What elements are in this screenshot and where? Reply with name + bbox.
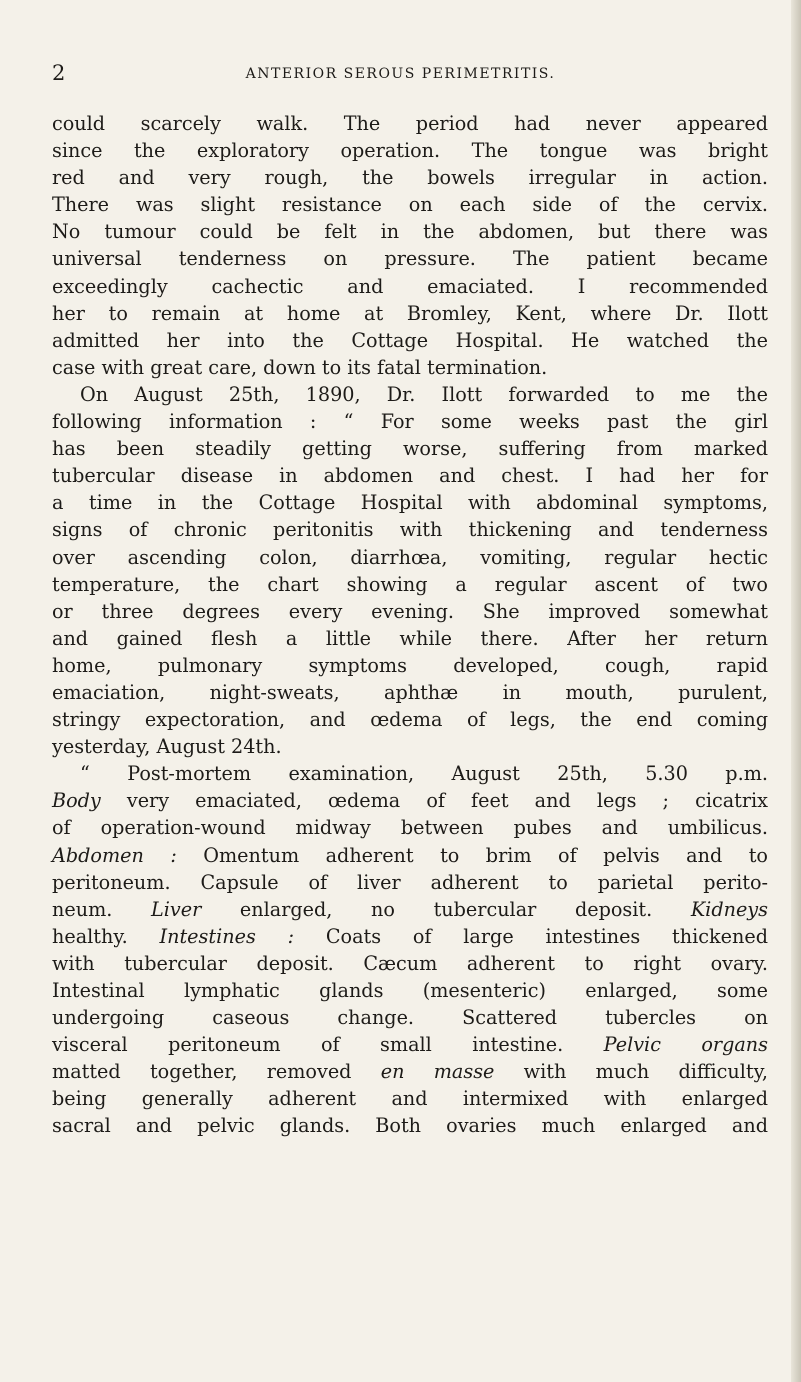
text-line	[52, 814, 768, 841]
text-line	[52, 137, 768, 164]
text-line	[52, 896, 768, 923]
text-segment: admitted her into the Cottage Hospital. He watched the	[52, 328, 768, 352]
text-segment: Omentum adherent to brim of pelvis and to	[176, 843, 768, 867]
text-line	[52, 1004, 768, 1031]
text-segment: temperature, the chart showing a regular ascent of two	[52, 572, 768, 596]
text-line	[52, 652, 768, 679]
text-segment: her to remain at home at Bromley, Kent, where Dr. Ilott	[52, 301, 768, 325]
text-segment: being generally adherent and intermixed with enlarged	[52, 1087, 768, 1111]
running-head: ANTERIOR SEROUS PERIMETRITIS.	[245, 66, 556, 82]
text-line	[52, 923, 768, 950]
italic-heading: Kidneys	[690, 897, 768, 921]
page-header	[0, 58, 801, 88]
text-line	[52, 760, 768, 787]
text-line	[52, 300, 768, 327]
body-text	[52, 110, 768, 1140]
text-line	[52, 544, 768, 571]
text-segment: On August 25th, 1890, Dr. Ilott forwarded to me the	[80, 382, 768, 406]
text-line	[52, 245, 768, 272]
text-line	[52, 842, 768, 869]
text-line	[52, 516, 768, 543]
text-segment: emaciation, night-sweats, aphthæ in mouth, purulent,	[52, 680, 768, 704]
italic-heading: Liver	[151, 897, 202, 921]
text-line	[52, 1058, 768, 1085]
text-line	[52, 869, 768, 896]
text-segment: or three degrees every evening. She improved somewhat	[52, 599, 768, 623]
text-segment: with tubercular deposit. Cæcum adherent to right ovary.	[52, 951, 768, 975]
text-segment: with much difficulty,	[494, 1060, 769, 1084]
text-segment: visceral peritoneum of small intestine.	[52, 1033, 604, 1057]
text-segment: over ascending colon, diarrhœa, vomiting, regular hectic	[52, 545, 768, 569]
text-segment: sacral and pelvic glands. Both ovaries much enlarged and	[52, 1114, 768, 1138]
text-line	[52, 679, 768, 706]
text-line	[52, 1031, 768, 1058]
text-line	[52, 1085, 768, 1112]
italic-heading: Pelvic organs	[603, 1033, 768, 1057]
text-segment: since the exploratory operation. The tongue was bright	[52, 139, 768, 163]
text-segment: tubercular disease in abdomen and chest. I had her for	[52, 464, 768, 488]
text-line	[52, 110, 768, 137]
text-line	[52, 273, 768, 300]
text-segment: matted together, removed	[52, 1060, 381, 1084]
text-segment: healthy.	[52, 924, 160, 948]
text-segment: following information : “ For some weeks past the girl	[52, 410, 768, 434]
text-segment: Coats of large intestines thickened	[294, 924, 768, 948]
text-segment: very emaciated, œdema of feet and legs ; cicatrix	[100, 789, 768, 813]
text-segment: exceedingly cachectic and emaciated. I recommended	[52, 274, 768, 298]
text-line	[52, 571, 768, 598]
text-line	[52, 1112, 768, 1139]
text-segment: and gained flesh a little while there. After her return	[52, 626, 768, 650]
text-line	[52, 462, 768, 489]
text-line	[52, 435, 768, 462]
text-line	[52, 381, 768, 408]
text-line	[52, 625, 768, 652]
page-number: 2	[52, 61, 66, 85]
text-segment: “ Post-mortem examination, August 25th, 5.30 p.m.	[80, 762, 768, 786]
text-line	[52, 706, 768, 733]
text-line	[52, 408, 768, 435]
text-segment: undergoing caseous change. Scattered tubercles on	[52, 1006, 768, 1030]
text-segment: yesterday, August 24th.	[52, 735, 282, 759]
italic-heading: Intestines :	[159, 924, 295, 948]
text-segment: signs of chronic peritonitis with thickening and tenderness	[52, 518, 768, 542]
text-segment: No tumour could be felt in the abdomen, but there was	[52, 220, 768, 244]
text-segment: stringy expectoration, and œdema of legs, the end coming	[52, 708, 768, 732]
text-line	[52, 218, 768, 245]
text-segment: neum.	[52, 897, 152, 921]
text-segment: case with great care, down to its fatal termination.	[52, 355, 548, 379]
italic-heading: Abdomen :	[52, 843, 177, 867]
text-line	[52, 950, 768, 977]
italic-heading: Body	[52, 789, 101, 813]
text-line	[52, 327, 768, 354]
text-segment: home, pulmonary symptoms developed, cough, rapid	[52, 653, 768, 677]
page-edge	[791, 0, 801, 1382]
text-line	[52, 977, 768, 1004]
text-line	[52, 733, 768, 760]
text-line	[52, 787, 768, 814]
text-line	[52, 598, 768, 625]
text-line	[52, 191, 768, 218]
text-segment: a time in the Cottage Hospital with abdominal symptoms,	[52, 491, 768, 515]
text-segment: red and very rough, the bowels irregular in action.	[52, 166, 768, 190]
text-segment: There was slight resistance on each side of the cervix.	[52, 193, 768, 217]
text-segment: of operation-wound midway between pubes and umbilicus.	[52, 816, 768, 840]
text-line	[52, 489, 768, 516]
text-line	[52, 164, 768, 191]
text-segment: universal tenderness on pressure. The patient became	[52, 247, 768, 271]
text-segment: Intestinal lymphatic glands (mesenteric) enlarged, some	[52, 979, 768, 1002]
text-segment: peritoneum. Capsule of liver adherent to parietal perito-	[52, 870, 768, 894]
text-line	[52, 354, 768, 381]
italic-heading: en masse	[380, 1060, 495, 1084]
text-segment: could scarcely walk. The period had never appeared	[52, 112, 768, 135]
text-segment: enlarged, no tubercular deposit.	[201, 897, 691, 921]
text-segment: has been steadily getting worse, suffering from marked	[52, 437, 768, 461]
